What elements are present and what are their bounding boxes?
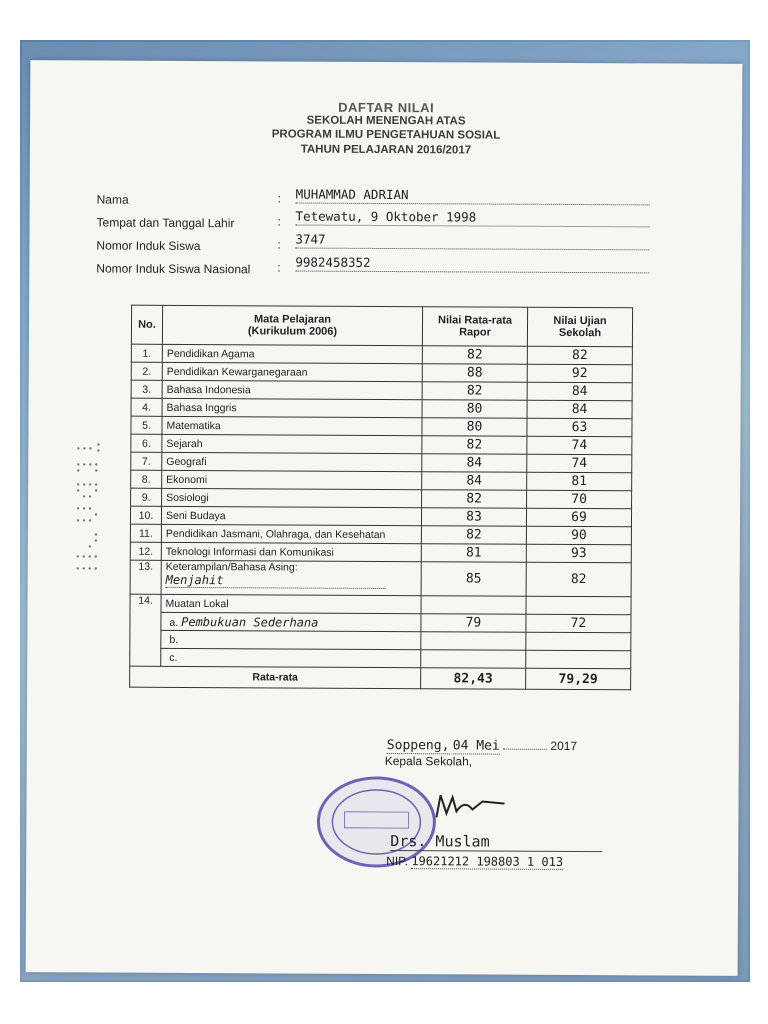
row-rapor: 82 xyxy=(422,382,527,401)
row-subject xyxy=(161,612,421,631)
row-subject: Seni Budaya xyxy=(161,506,421,525)
row-ujian: 90 xyxy=(526,526,631,545)
date-value: 04 Mei xyxy=(452,738,500,754)
local-subject-value: Pembukuan Sederhana xyxy=(181,614,319,630)
sub-label: a. xyxy=(169,616,179,629)
academic-year: TAHUN PELAJARAN 2016/2017 xyxy=(300,143,472,157)
name-value: MUHAMMAD ADRIAN xyxy=(296,187,650,206)
row-subject: Sejarah xyxy=(162,434,422,453)
row-ujian: 93 xyxy=(526,544,631,563)
place-value: Soppeng, xyxy=(386,738,450,754)
row-subject: Pendidikan Agama xyxy=(162,344,422,363)
row-ujian: 63 xyxy=(527,418,632,437)
school-type: SEKOLAH MENENGAH ATAS xyxy=(306,114,466,128)
row-number: 8. xyxy=(131,470,162,488)
average-label: Rata-rata xyxy=(130,666,421,689)
row-number: 10. xyxy=(130,506,161,524)
row-number: 2. xyxy=(131,362,162,380)
row-ujian xyxy=(526,632,631,651)
row-rapor: 85 xyxy=(421,562,526,597)
row-ujian xyxy=(526,596,631,615)
birth-value: Tetewatu, 9 Oktober 1998 xyxy=(296,209,650,228)
row-ujian: 81 xyxy=(527,472,632,491)
average-rapor: 82,43 xyxy=(421,668,526,690)
table-header xyxy=(131,305,632,347)
program-name: PROGRAM ILMU PENGETAHUAN SOSIAL xyxy=(271,128,501,142)
nis-colon: : xyxy=(277,237,281,252)
nisn-colon: : xyxy=(277,260,281,275)
row-number: 6. xyxy=(131,434,162,452)
row-rapor xyxy=(421,596,526,615)
document-title: DAFTAR NILAI xyxy=(338,99,435,116)
row-number: 14. xyxy=(130,594,161,666)
average-ujian: 79,29 xyxy=(526,668,631,690)
row-number: 9. xyxy=(131,488,162,506)
column-header-rapor: Nilai Rata-rata Rapor xyxy=(422,307,527,347)
row-rapor: 82 xyxy=(422,436,527,455)
row-number: 13. xyxy=(130,560,161,594)
grade-sheet xyxy=(26,60,743,976)
row-subject: Bahasa Indonesia xyxy=(162,380,422,399)
row-subject: Matematika xyxy=(162,416,422,435)
row-rapor: 80 xyxy=(422,400,527,419)
row-subject: Sosiologi xyxy=(162,488,422,507)
row-number: 1. xyxy=(131,344,162,362)
row-rapor: 84 xyxy=(422,454,527,473)
principal-nip xyxy=(386,854,563,869)
sub-label: c. xyxy=(169,651,178,664)
row-ujian: 72 xyxy=(526,614,631,633)
row-rapor: 82 xyxy=(421,526,526,545)
row-ujian: 70 xyxy=(527,490,632,509)
row-ujian: 69 xyxy=(526,508,631,527)
row-number: 7. xyxy=(131,452,162,470)
name-label: Nama xyxy=(96,192,129,207)
name-colon: : xyxy=(277,191,282,206)
row-rapor: 80 xyxy=(422,418,527,437)
birth-label: Tempat dan Tanggal Lahir xyxy=(96,215,235,231)
nisn-label: Nomor Induk Siswa Nasional xyxy=(96,261,251,277)
row-ujian: 92 xyxy=(527,364,632,383)
row-number: 5. xyxy=(131,416,162,434)
column-header-subject: Mata Pelajaran (Kurikulum 2006) xyxy=(162,305,422,345)
average-row xyxy=(130,666,631,690)
row-ujian: 84 xyxy=(527,382,632,401)
row-rapor: 81 xyxy=(421,544,526,563)
row-ujian: 82 xyxy=(526,562,631,597)
row-ujian: 74 xyxy=(527,436,632,455)
row-number: 12. xyxy=(130,542,161,560)
row-number: 4. xyxy=(131,398,162,416)
column-header-no: No. xyxy=(131,305,162,344)
row-subject: Geografi xyxy=(162,452,422,471)
row-subject: Pendidikan Jasmani, Olahraga, dan Kesehatan xyxy=(161,524,421,543)
row-ujian: 74 xyxy=(527,454,632,473)
row-subject: Pendidikan Kewarganegaraan xyxy=(162,362,422,381)
row-ujian: 84 xyxy=(527,400,632,419)
row-subject xyxy=(161,560,421,595)
nis-value: 3747 xyxy=(295,232,649,251)
place-date-line xyxy=(387,738,577,754)
row-rapor: 82 xyxy=(422,346,527,365)
row-subject: Bahasa Inggris xyxy=(162,398,422,417)
table-row xyxy=(130,560,631,597)
row-subject xyxy=(161,630,421,649)
principal-position: Kepala Sekolah, xyxy=(384,754,473,769)
nis-label: Nomor Induk Siswa xyxy=(96,238,201,254)
row-subject: Ekonomi xyxy=(162,470,422,489)
perforated-marks xyxy=(72,438,109,578)
skill-label: Keterampilan/Bahasa Asing: xyxy=(165,560,298,574)
sub-label: b. xyxy=(169,633,179,646)
row-number: 3. xyxy=(131,380,162,398)
extra-rows xyxy=(130,560,632,690)
skill-value: Menjahit xyxy=(166,573,386,589)
birth-colon: : xyxy=(277,214,281,229)
nip-label: NIP. xyxy=(386,854,409,869)
grade-rows xyxy=(130,344,632,563)
row-ujian: 82 xyxy=(527,346,632,365)
column-header-ujian: Nilai Ujian Sekolah xyxy=(527,307,632,347)
grades-table xyxy=(129,305,633,691)
row-rapor xyxy=(421,632,526,651)
row-ujian xyxy=(526,650,631,669)
row-rapor xyxy=(421,650,526,669)
nisn-value: 9982458352 xyxy=(295,255,649,274)
nip-value: 19621212 198803 1 013 xyxy=(411,854,564,869)
row-subject: Teknologi Informasi dan Komunikasi xyxy=(161,542,421,561)
principal-signature xyxy=(416,787,506,827)
year-value: 2017 xyxy=(550,738,578,754)
principal-name: Drs. Muslam xyxy=(390,832,602,852)
date-dots xyxy=(503,749,547,750)
row-rapor: 82 xyxy=(422,490,527,509)
row-rapor: 84 xyxy=(422,472,527,491)
row-subject: Muatan Lokal xyxy=(161,594,421,613)
row-subject xyxy=(161,648,421,667)
row-rapor: 79 xyxy=(421,614,526,633)
row-rapor: 88 xyxy=(422,364,527,383)
row-rapor: 83 xyxy=(421,508,526,527)
row-number: 11. xyxy=(130,524,161,542)
